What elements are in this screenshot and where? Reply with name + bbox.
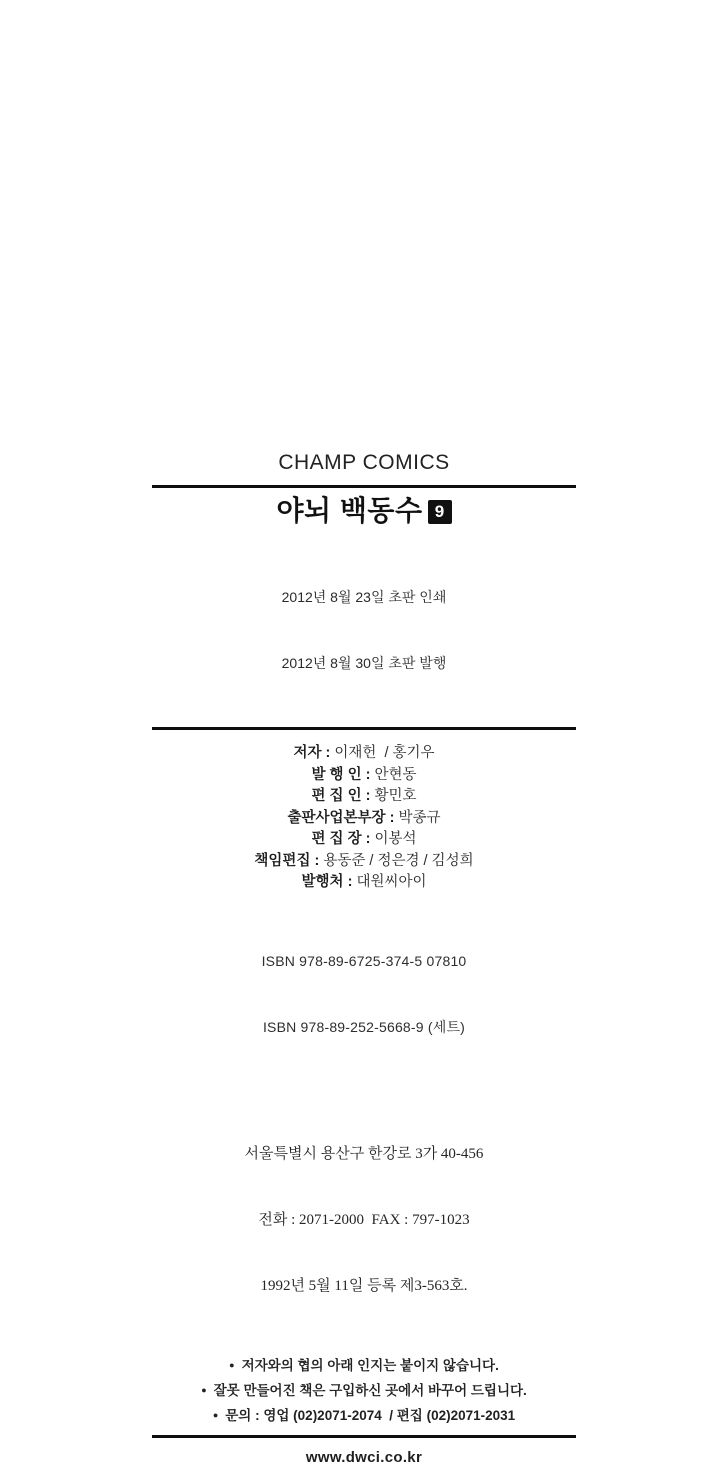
notice-line-contact — [152, 1403, 576, 1428]
staff-label: 발행처 — [301, 874, 344, 890]
brand-champ-comics: CHAMP COMICS — [278, 451, 450, 474]
first-print-date: 2012년 8월 23일 초판 인쇄 — [281, 589, 447, 605]
staff-credits — [152, 743, 576, 894]
label-separator: : — [321, 745, 335, 761]
label-separator: : — [361, 788, 375, 804]
label-separator: : — [310, 852, 324, 869]
staff-value: 이봉석 — [374, 831, 417, 847]
label-separator: : — [343, 874, 357, 890]
notice-line-defect — [152, 1378, 576, 1403]
notice-text: 저자와의 협의 아래 인지는 붙이지 않습니다. — [241, 1357, 499, 1373]
notice-line-stamp — [152, 1353, 576, 1378]
isbn-volume: ISBN 978-89-6725-374-5 07810 — [261, 952, 467, 969]
staff-value: 박종규 — [398, 809, 441, 826]
staff-row-publisher-person — [152, 765, 576, 787]
staff-row-chief-editor — [152, 829, 576, 851]
notice-text: 잘못 만들어진 책은 구입하신 곳에서 바꾸어 드립니다. — [213, 1382, 527, 1398]
staff-value: 이재헌 / 홍기우 — [334, 745, 435, 761]
divider-top — [152, 485, 576, 488]
website-url: www.dwci.co.kr — [305, 1448, 423, 1466]
staff-value: 안현동 — [374, 766, 417, 783]
staff-label: 발 행 인 — [311, 766, 362, 783]
staff-value: 황민호 — [374, 788, 417, 804]
staff-value: 용동준 / 정은경 / 김성희 — [323, 852, 474, 869]
bullet-icon: ● — [212, 1409, 219, 1420]
first-publish-date: 2012년 8월 30일 초판 발행 — [281, 655, 447, 671]
staff-row-author — [152, 743, 576, 765]
colophon-page — [152, 0, 576, 1466]
staff-row-managing-editors — [152, 851, 576, 873]
isbn-set: ISBN 978-89-252-5668-9 (세트) — [262, 1018, 466, 1035]
notice-block — [152, 1353, 576, 1428]
label-separator: : — [361, 831, 375, 847]
staff-label: 편 집 인 — [311, 788, 362, 804]
publisher-phone-fax: 전화 : 2071-2000 FAX : 797-1023 — [258, 1211, 470, 1228]
publisher-address-block — [152, 1099, 576, 1341]
divider-middle — [152, 727, 576, 730]
staff-value: 대원씨아이 — [356, 874, 427, 890]
divider-bottom — [152, 1435, 576, 1438]
notice-text: 문의 : 영업 (02)2071-2074 / 편집 (02)2071-2031 — [225, 1407, 516, 1423]
book-title: 야뇌 백동수 — [276, 495, 423, 526]
bullet-icon: ● — [201, 1384, 207, 1395]
staff-row-publishing-house — [152, 872, 576, 894]
staff-row-editor-person — [152, 786, 576, 808]
volume-number-badge: 9 — [428, 500, 452, 524]
registration-info: 1992년 5월 11일 등록 제3-563호. — [260, 1277, 468, 1294]
staff-label: 출판사업본부장 — [287, 809, 386, 826]
staff-label: 책임편집 — [254, 852, 311, 869]
publisher-address: 서울특별시 용산구 한강로 3가 40-456 — [244, 1145, 484, 1162]
edition-dates — [152, 542, 576, 718]
staff-label: 편 집 장 — [311, 831, 362, 847]
staff-row-division-head — [152, 808, 576, 830]
staff-label: 저자 — [293, 745, 322, 761]
label-separator: : — [361, 766, 375, 783]
isbn-block — [152, 906, 576, 1082]
bullet-icon: ● — [229, 1359, 235, 1370]
book-title-row — [152, 495, 576, 527]
label-separator: : — [385, 809, 399, 826]
